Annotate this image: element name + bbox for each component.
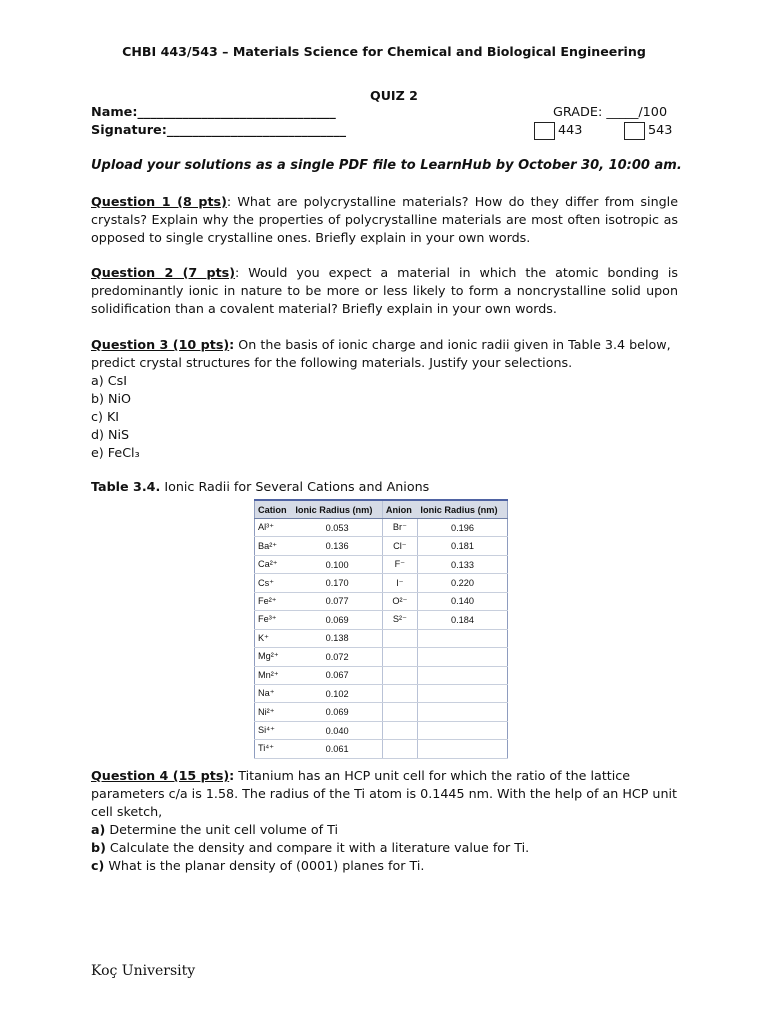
table-row [255, 611, 508, 629]
anion-radius-cell [417, 740, 507, 758]
checkbox-443-label: 443 [558, 123, 583, 138]
part-label: b) [91, 840, 106, 855]
anion-cell: Cl⁻ [382, 537, 417, 555]
anion-radius-cell: 0.184 [417, 611, 507, 629]
anion-radius-cell [417, 629, 507, 647]
cation-cell: Fe³⁺ [255, 611, 293, 629]
cation-cell: Al³⁺ [255, 519, 293, 537]
part-text: Determine the unit cell volume of Ti [105, 822, 339, 837]
table-caption [91, 479, 429, 494]
cation-radius-cell: 0.138 [292, 629, 382, 647]
question-4-colon: : [229, 768, 235, 783]
table-caption-label: Table 3.4. [91, 479, 161, 494]
anion-cell [382, 629, 417, 647]
cation-cell: Mg²⁺ [255, 648, 293, 666]
anion-cell [382, 648, 417, 666]
question-4-part-b [91, 839, 529, 857]
anion-radius-cell [417, 648, 507, 666]
anion-radius-cell: 0.196 [417, 519, 507, 537]
table-row [255, 684, 508, 702]
checkbox-543[interactable] [624, 122, 645, 140]
question-2 [91, 264, 678, 318]
table-row [255, 574, 508, 592]
anion-radius-cell: 0.181 [417, 537, 507, 555]
anion-radius-cell: 0.140 [417, 592, 507, 610]
question-1 [91, 193, 678, 247]
table-row [255, 703, 508, 721]
col-cation: Cation [255, 500, 293, 519]
table-header-row [255, 500, 508, 519]
checkbox-443[interactable] [534, 122, 555, 140]
checkbox-543-label: 543 [648, 123, 673, 138]
cation-radius-cell: 0.100 [292, 555, 382, 573]
part-label: c) [91, 858, 105, 873]
cation-cell: K⁺ [255, 629, 293, 647]
signature-field: Signature:____________________________ [91, 123, 347, 138]
col-anion-radius: Ionic Radius (nm) [417, 500, 507, 519]
cation-radius-cell: 0.170 [292, 574, 382, 592]
name-field: Name:_______________________________ [91, 105, 336, 120]
question-4-part-a [91, 821, 529, 839]
question-3-colon: : [229, 337, 235, 352]
part-label: a) [91, 822, 106, 837]
ionic-radii-table [254, 499, 508, 759]
anion-cell: Br⁻ [382, 519, 417, 537]
anion-cell: O²⁻ [382, 592, 417, 610]
question-3-item: b) NiO [91, 391, 132, 406]
cation-radius-cell: 0.069 [292, 703, 382, 721]
table-row [255, 721, 508, 739]
cation-radius-cell: 0.136 [292, 537, 382, 555]
anion-radius-cell [417, 703, 507, 721]
cation-radius-cell: 0.069 [292, 611, 382, 629]
question-2-heading: Question 2 (7 pts) [91, 265, 236, 280]
anion-radius-cell: 0.220 [417, 574, 507, 592]
question-1-heading: Question 1 (8 pts) [91, 194, 227, 209]
question-3-text: On the basis of ionic charge and ionic radii given in Table 3.4 below, predict crystal structures for the following materials. Justify your selections. [91, 337, 671, 370]
anion-cell [382, 684, 417, 702]
cation-radius-cell: 0.061 [292, 740, 382, 758]
question-3-items [91, 372, 140, 462]
question-4 [91, 767, 678, 821]
question-4-text: Titanium has an HCP unit cell for which the ratio of the lattice parameters c/a is 1.58. The radius of the Ti atom is 0.1445 nm. With the help of an HCP unit cell sketch, [91, 768, 677, 819]
table-row [255, 666, 508, 684]
cation-cell: Si⁴⁺ [255, 721, 293, 739]
anion-radius-cell: 0.133 [417, 555, 507, 573]
cation-radius-cell: 0.040 [292, 721, 382, 739]
university-footer: Koç University [91, 963, 196, 979]
question-4-part-c [91, 857, 529, 875]
question-3-heading: Question 3 (10 pts) [91, 337, 230, 352]
question-3-item: c) KI [91, 409, 120, 424]
anion-radius-cell [417, 721, 507, 739]
anion-cell: S²⁻ [382, 611, 417, 629]
quiz-number: QUIZ 2 [370, 88, 418, 103]
col-anion: Anion [382, 500, 417, 519]
table-row [255, 740, 508, 758]
table-row [255, 537, 508, 555]
question-4-parts [91, 821, 529, 875]
anion-cell [382, 721, 417, 739]
cation-cell: Fe²⁺ [255, 592, 293, 610]
question-3-item: d) NiS [91, 427, 130, 442]
question-3-item: e) FeCl₃ [91, 445, 140, 460]
cation-cell: Mn²⁺ [255, 666, 293, 684]
anion-radius-cell [417, 666, 507, 684]
anion-cell [382, 666, 417, 684]
part-text: What is the planar density of (0001) planes for Ti. [104, 858, 425, 873]
question-3 [91, 336, 678, 372]
anion-cell: I⁻ [382, 574, 417, 592]
table-row [255, 519, 508, 537]
cation-cell: Na⁺ [255, 684, 293, 702]
cation-radius-cell: 0.102 [292, 684, 382, 702]
question-4-heading: Question 4 (15 pts) [91, 768, 230, 783]
question-1-text: : What are polycrystalline materials? How do they differ from single crystals? Explain why the properties of polycrystalline materials are most often isotropic as opposed to single crystalline ones. Briefly explain in your own words. [91, 194, 678, 245]
question-2-text: : Would you expect a material in which the atomic bonding is predominantly ionic in nature to be more or less likely to form a noncrystalline solid upon solidification than a covalent material? Briefly explain in your own words. [91, 265, 679, 316]
table-row [255, 592, 508, 610]
anion-cell: F⁻ [382, 555, 417, 573]
cation-cell: Ba²⁺ [255, 537, 293, 555]
course-title: CHBI 443/543 – Materials Science for Chemical and Biological Engineering [122, 44, 646, 59]
grade-field: GRADE: _____/100 [553, 105, 668, 120]
cation-cell: Ca²⁺ [255, 555, 293, 573]
cation-cell: Cs⁺ [255, 574, 293, 592]
table-row [255, 648, 508, 666]
part-text: Calculate the density and compare it with a literature value for Ti. [105, 840, 530, 855]
cation-radius-cell: 0.077 [292, 592, 382, 610]
anion-cell [382, 740, 417, 758]
question-3-item: a) CsI [91, 373, 127, 388]
cation-cell: Ti⁴⁺ [255, 740, 293, 758]
anion-cell [382, 703, 417, 721]
anion-radius-cell [417, 684, 507, 702]
upload-instructions: Upload your solutions as a single PDF file to LearnHub by October 30, 10:00 am. [91, 158, 682, 173]
table-row [255, 555, 508, 573]
cation-cell: Ni²⁺ [255, 703, 293, 721]
table-caption-text: Ionic Radii for Several Cations and Anions [160, 479, 430, 494]
cation-radius-cell: 0.053 [292, 519, 382, 537]
table-row [255, 629, 508, 647]
cation-radius-cell: 0.072 [292, 648, 382, 666]
cation-radius-cell: 0.067 [292, 666, 382, 684]
col-cation-radius: Ionic Radius (nm) [292, 500, 382, 519]
